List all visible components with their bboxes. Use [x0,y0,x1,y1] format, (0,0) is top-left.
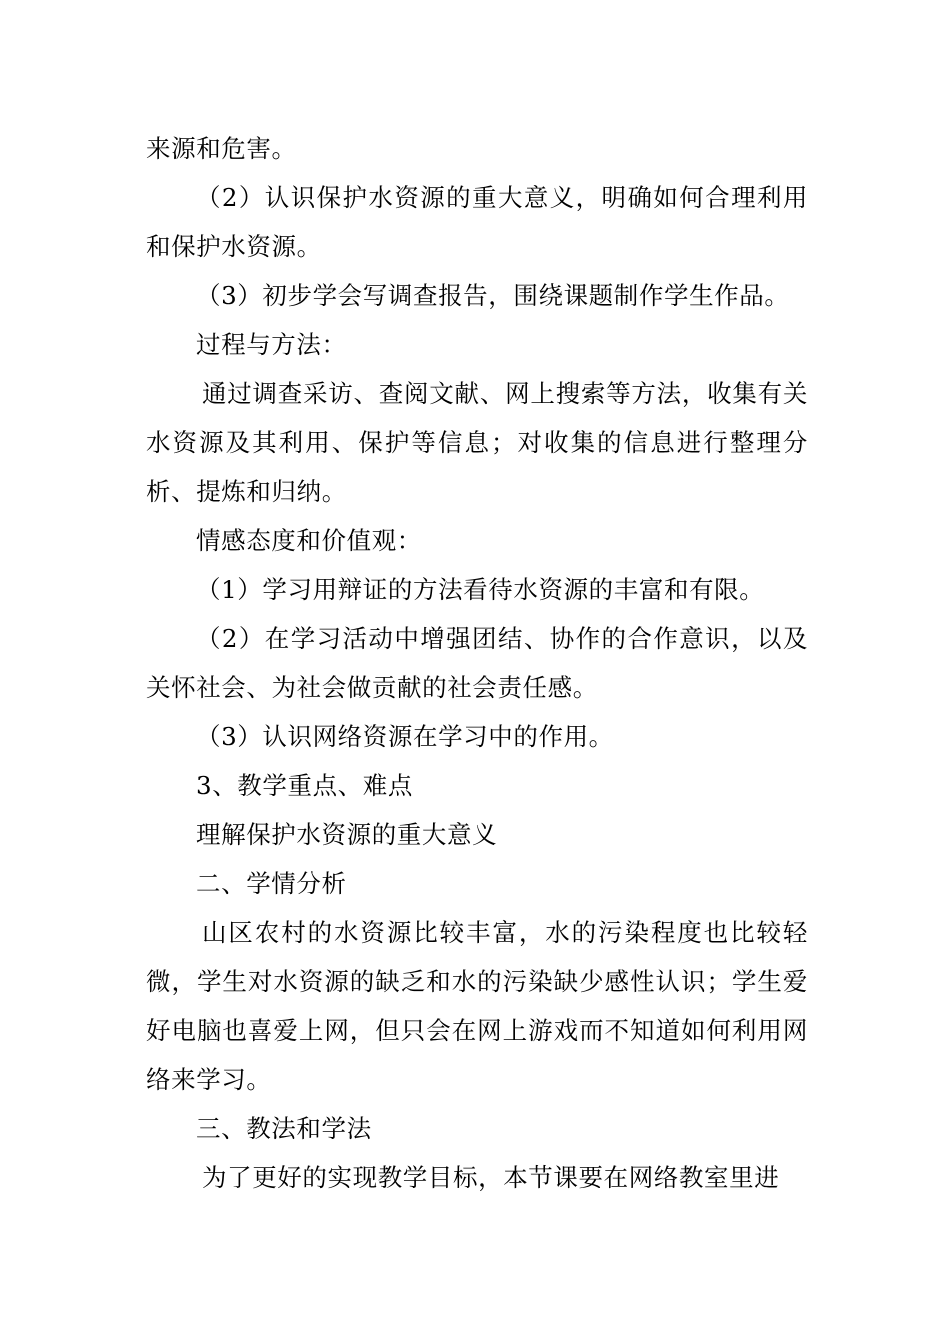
paragraph-attitude-2: （2）在学习活动中增强团结、协作的合作意识，以及关怀社会、为社会做贡献的社会责任感。 [146,624,808,702]
paragraph-attitude-1: （1）学习用辩证的方法看待水资源的丰富和有限。 [196,575,765,604]
heading-attitude-values: 情感态度和价值观： [196,526,422,555]
heading-process-method: 过程与方法： [196,330,347,359]
heading-key-points: 3、教学重点、难点 [196,771,413,800]
paragraph-student-analysis: 山区农村的水资源比较丰富，水的污染程度也比较轻微，学生对水资源的缺乏和水的污染缺少感性认识；学生爱好电脑也喜爱上网，但只会在网上游戏而不知道如何利用网络来学习。 [146,918,808,1094]
paragraph-objective-3: （3）初步学会写调查报告，围绕课题制作学生作品。 [196,281,790,310]
heading-teaching-methods: 三、教法和学法 [196,1114,372,1143]
document-body [146,124,808,1202]
heading-student-analysis: 二、学情分析 [196,869,347,898]
paragraph-process-method: 通过调查采访、查阅文献、网上搜索等方法，收集有关水资源及其利用、保护等信息；对收集的信息进行整理分析、提炼和归纳。 [146,379,808,506]
paragraph-objective-2: （2）认识保护水资源的重大意义，明确如何合理利用和保护水资源。 [146,183,808,261]
paragraph-continuation: 来源和危害。 [146,134,297,163]
paragraph-teaching-methods: 为了更好的实现教学目标，本节课要在网络教室里进 [202,1163,780,1192]
paragraph-attitude-3: （3）认识网络资源在学习中的作用。 [196,722,614,751]
paragraph-key-points: 理解保护水资源的重大意义 [196,820,498,849]
